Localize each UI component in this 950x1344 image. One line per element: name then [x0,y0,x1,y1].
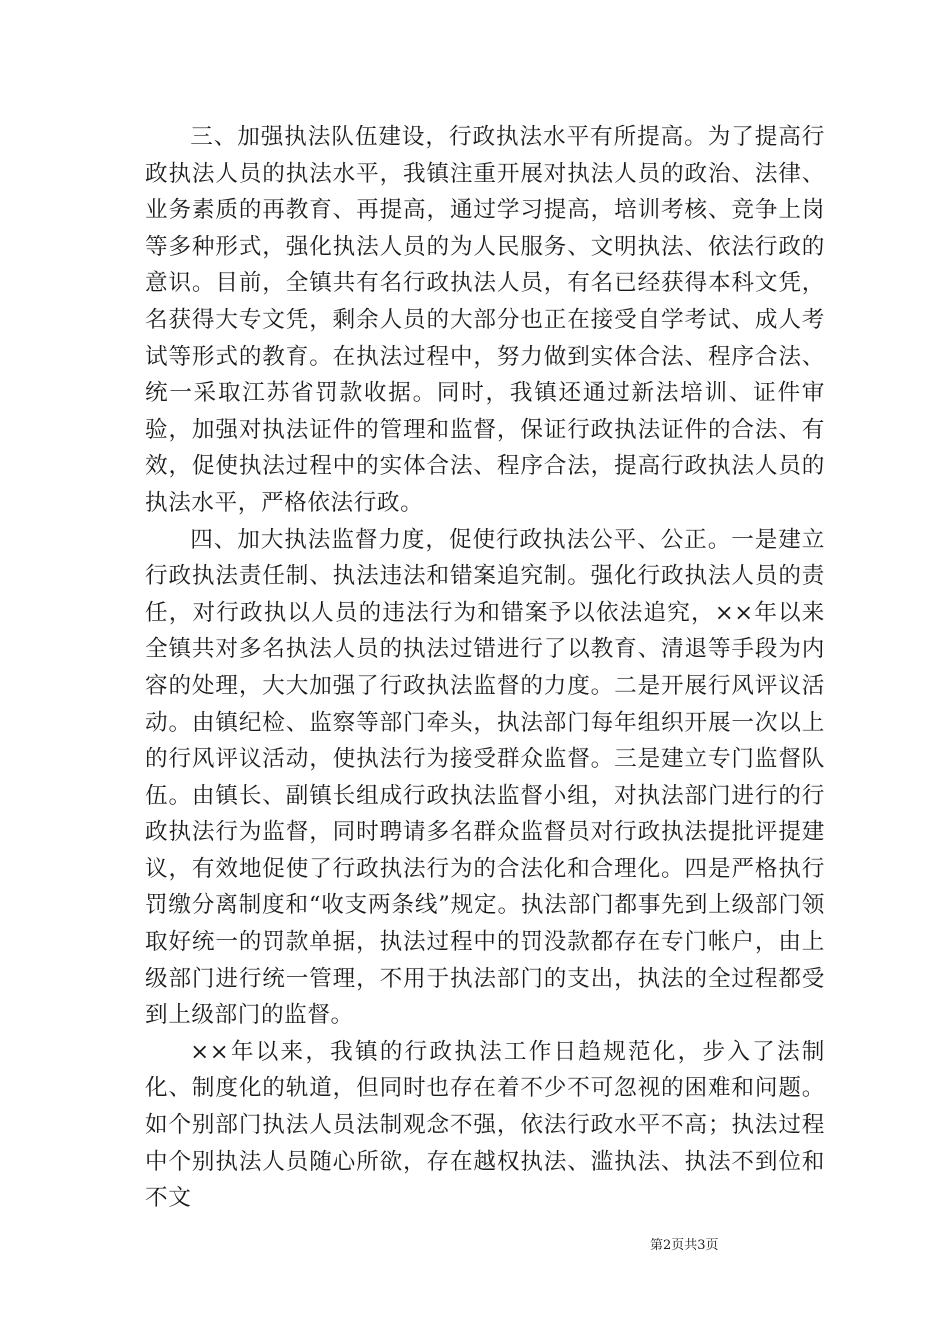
paragraph-problems: ××年以来，我镇的行政执法工作日趋规范化，步入了法制化、制度化的轨道，但同时也存在着不少不可忽视的困难和问题。如个别部门执法人员法制观念不强，依法行政水平不高；执法过程中个别执法人员随心所欲，存在越权执法、滥执法、执法不到位和不文 [145,1038,825,1212]
paragraph-supervision: 四、加大执法监督力度，促使行政执法公平、公正。一是建立行政执法责任制、执法违法和错案追究制。强化行政执法人员的责任，对行政执以人员的违法行为和错案予以依法追究，××年以来全镇共对多名执法人员的执法过错进行了以教育、清退等手段为内容的处理，大大加强了行政执法监督的力度。二是开展行风评议活动。由镇纪检、监察等部门牵头，执法部门每年组织开展一次以上的行风评议活动，使执法行为接受群众监督。三是建立专门监督队伍。由镇长、副镇长组成行政执法监督小组，对执法部门进行的行政执法行为监督，同时聘请多名群众监督员对行政执法提批评提建议，有效地促使了行政执法行为的合法化和合理化。四是严格执行罚缴分离制度和“收支两条线”规定。执法部门都事先到上级部门领取好统一的罚款单据，执法过程中的罚没款都存在专门帐户，由上级部门进行统一管理，不用于执法部门的支出，执法的全过程都受到上级部门的监督。 [145,526,825,1029]
paragraph-team-building: 三、加强执法队伍建设，行政执法水平有所提高。为了提高行政执法人员的执法水平，我镇注重开展对执法人员的政治、法律、业务素质的再教育、再提高，通过学习提高，培训考核、竞争上岗等多种形式，强化执法人员的为人民服务、文明执法、依法行政的意识。目前，全镇共有名行政执法人员，有名已经获得本科文凭，名获得大专文凭，剩余人员的大部分也正在接受自学考试、成人考试等形式的教育。在执法过程中，努力做到实体合法、程序合法、统一采取江苏省罚款收据。同时，我镇还通过新法培训、证件审验，加强对执法证件的管理和监督，保证行政执法证件的合法、有效，促使执法过程中的实体合法、程序合法，提高行政执法人员的执法水平，严格依法行政。 [145,124,825,516]
page-number: 第2页共3页 [650,1238,719,1253]
document-body [145,119,825,1217]
